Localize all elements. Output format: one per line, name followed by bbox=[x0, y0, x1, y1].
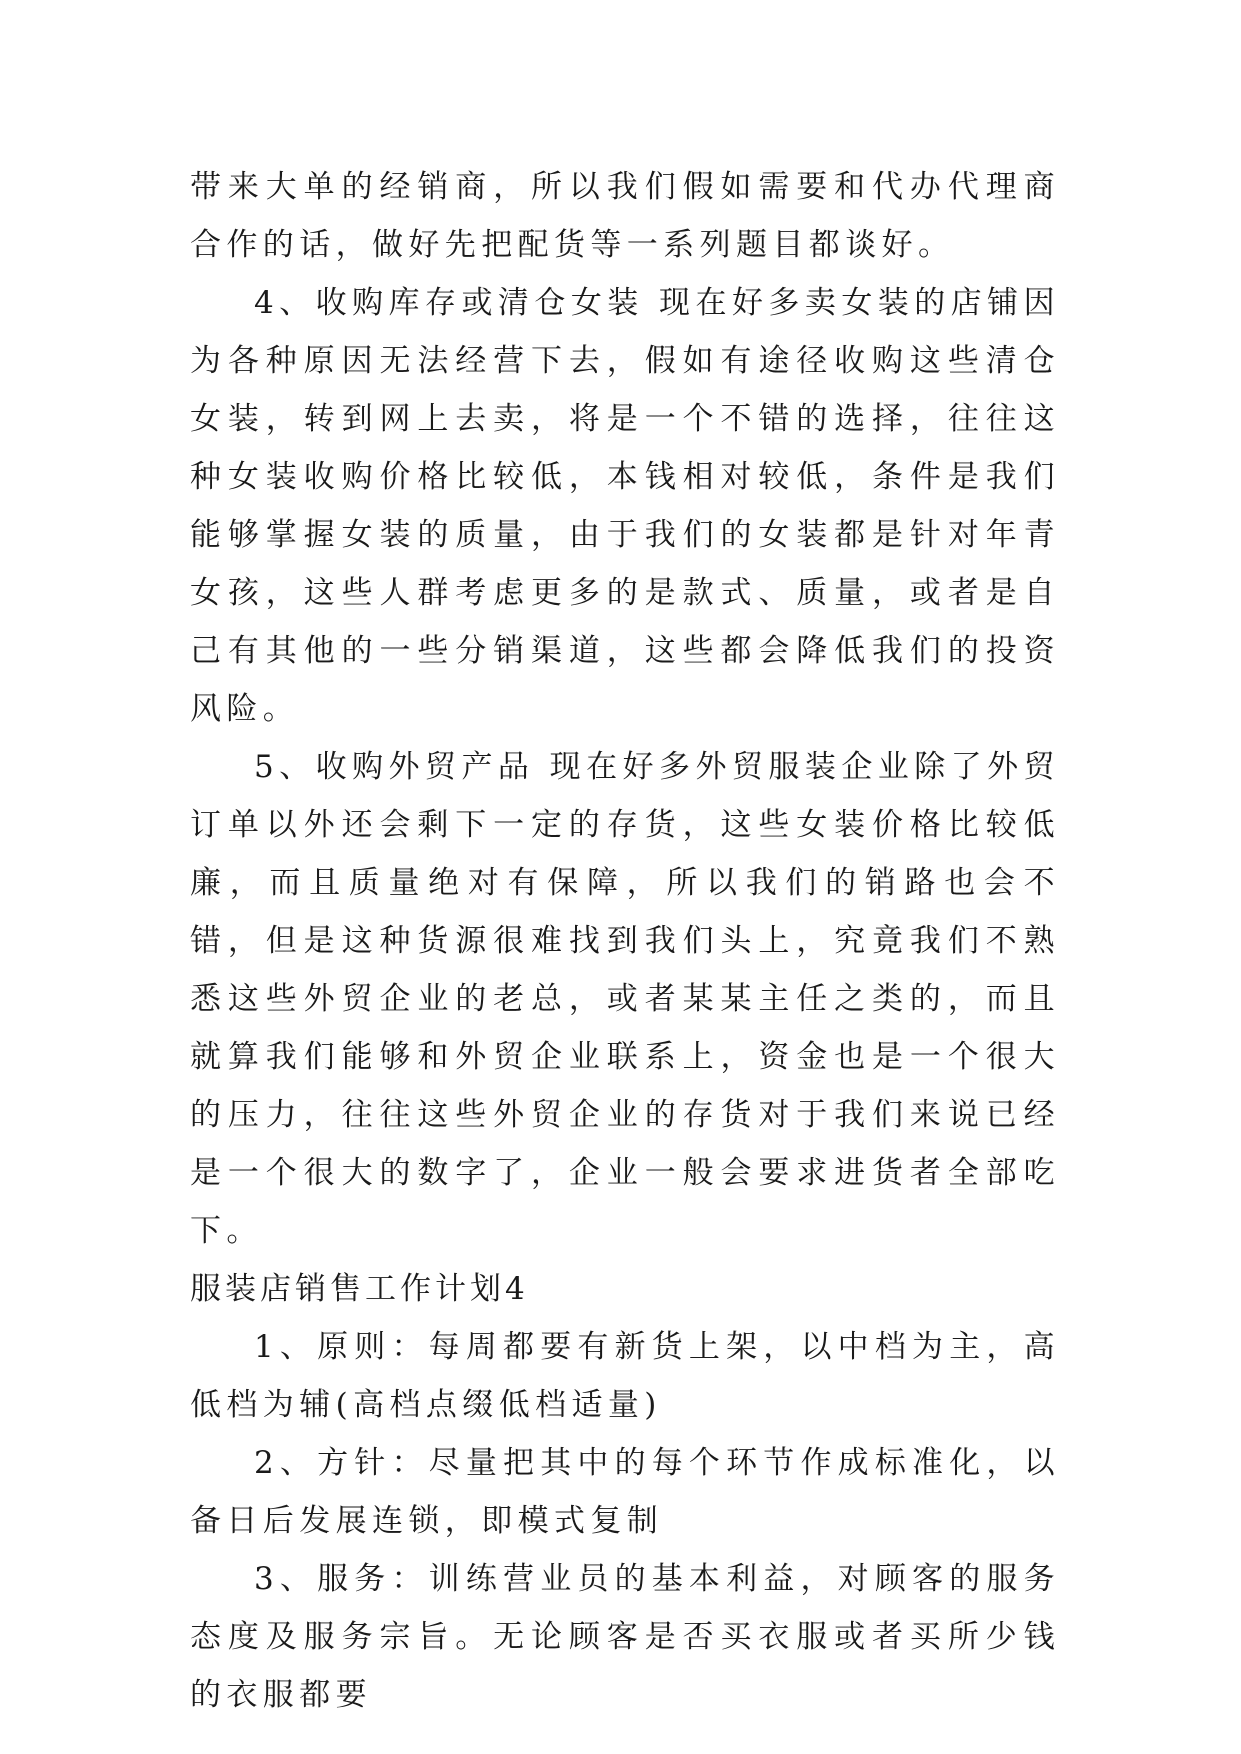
paragraph-clearance-womenswear: 4、收购库存或清仓女装 现在好多卖女装的店铺因为各种原因无法经营下去，假如有途径收购这些清仓女装，转到网上去卖，将是一个不错的选择，往往这种女装收购价格比较低，本钱相对较低，条件是我们能够掌握女装的质量，由于我们的女装都是针对年青女孩，这些人群考虑更多的是款式、质量，或者是自己有其他的一些分销渠道，这些都会降低我们的投资风险。 bbox=[190, 285, 1060, 727]
paragraph-dealer-cooperation: 带来大单的经销商，所以我们假如需要和代办代理商合作的话，做好先把配货等一系列题目都谈好。 bbox=[190, 169, 1060, 263]
paragraph-foreign-trade-products: 5、收购外贸产品 现在好多外贸服装企业除了外贸订单以外还会剩下一定的存货，这些女装价格比较低廉，而且质量绝对有保障，所以我们的销路也会不错，但是这种货源很难找到我们头上，究竟我们不熟悉这些外贸企业的老总，或者某某主任之类的，而且就算我们能够和外贸企业联系上，资金也是一个很大的压力，往往这些外贸企业的存货对于我们来说已经是一个很大的数字了，企业一般会要求进货者全部吃下。 bbox=[190, 749, 1060, 1249]
section-heading: 服装店销售工作计划4 bbox=[190, 1271, 529, 1307]
document-body bbox=[190, 158, 1060, 1724]
paragraph-policy: 2、方针：尽量把其中的每个环节作成标准化，以备日后发展连锁，即模式复制 bbox=[190, 1445, 1060, 1539]
paragraph-principle: 1、原则：每周都要有新货上架，以中档为主，高低档为辅(高档点缀低档适量) bbox=[190, 1329, 1060, 1423]
paragraph-service: 3、服务：训练营业员的基本利益，对顾客的服务态度及服务宗旨。无论顾客是否买衣服或者买所少钱的衣服都要 bbox=[190, 1561, 1060, 1713]
